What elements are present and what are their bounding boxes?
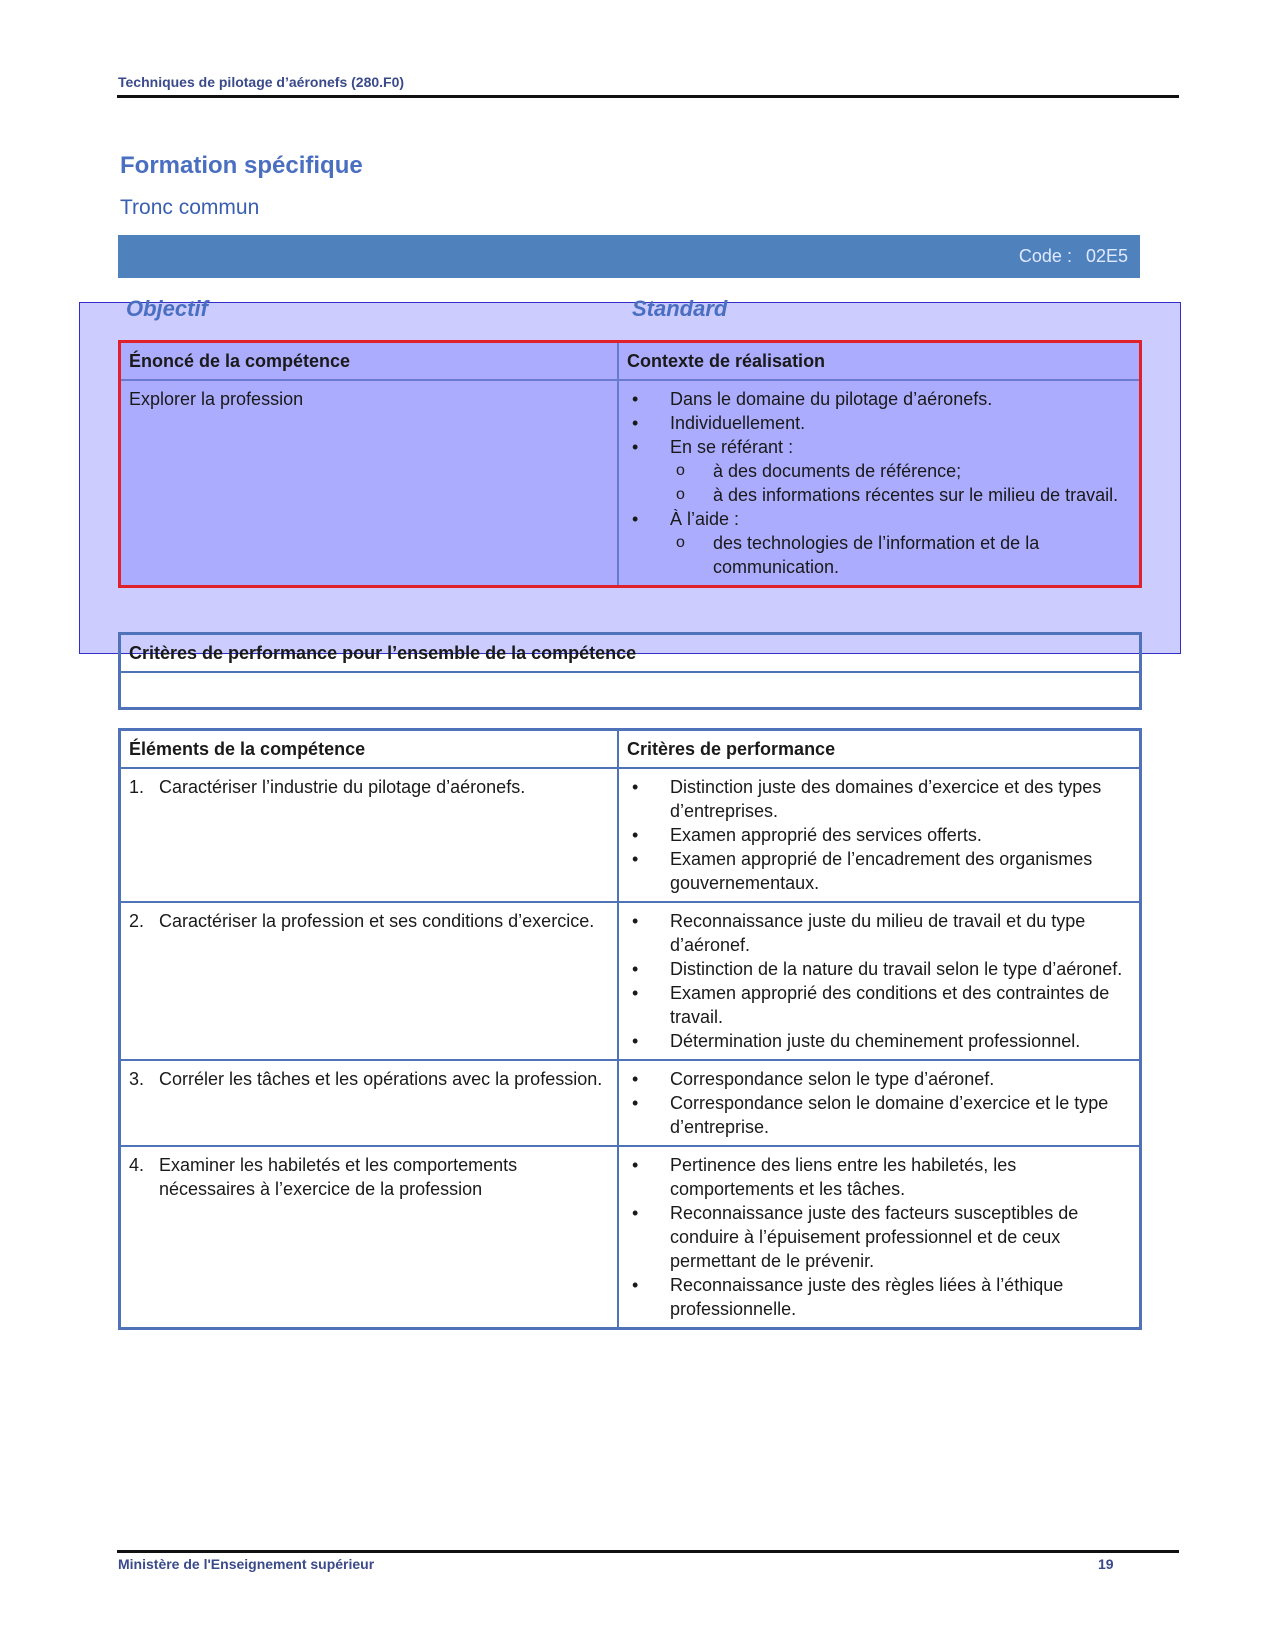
header-rule <box>117 95 1179 98</box>
element-row <box>120 1146 1141 1329</box>
element-row <box>120 768 1141 902</box>
critere-item: • Correspondance selon le type d’aéronef. <box>627 1067 1131 1091</box>
elements-table <box>118 728 1142 1330</box>
criteres-ensemble-header-row <box>120 634 1141 673</box>
code-value: 02E5 <box>1085 246 1128 266</box>
critere-item: • Détermination juste du cheminement professionnel. <box>627 1029 1131 1053</box>
critere-item: • Reconnaissance juste du milieu de travail et du type d’aéronef. <box>627 909 1131 957</box>
heading-standard: Standard <box>632 296 728 321</box>
contexte-item <box>627 435 1131 507</box>
critere-item: • Examen approprié des services offerts. <box>627 823 1131 847</box>
element-number: 4. <box>129 1155 145 1175</box>
footer-ministry: Ministère de l'Enseignement supérieur <box>118 1556 375 1572</box>
element-cell <box>120 1060 619 1146</box>
critere-item: • Reconnaissance juste des règles liées à l’éthique professionnelle. <box>627 1273 1131 1321</box>
contexte-subitem: o à des documents de référence; <box>670 459 1131 483</box>
critere-item: • Pertinence des liens entre les habiletés, les comportements et les tâches. <box>627 1153 1131 1201</box>
enonce-table <box>118 340 1142 588</box>
element-cell <box>120 1146 619 1329</box>
criteres-ensemble-empty-row <box>120 672 1141 709</box>
criteres-cell <box>618 1146 1141 1329</box>
critere-item: • Examen approprié des conditions et des contraintes de travail. <box>627 981 1131 1029</box>
contexte-item-text: À l’aide : <box>670 509 740 529</box>
element-text: Caractériser la profession et ses conditions d’exercice. <box>159 911 595 931</box>
enonce-content-row <box>120 380 1141 587</box>
criteres-cell <box>618 902 1141 1060</box>
contexte-subitem: o des technologies de l’information et de la communication. <box>670 531 1131 579</box>
criteres-ensemble-table <box>118 632 1142 710</box>
criteres-ensemble-header: Critères de performance pour l’ensemble de la compétence <box>120 634 1141 673</box>
element-cell <box>120 768 619 902</box>
critere-item: • Examen approprié de l’encadrement des organismes gouvernementaux. <box>627 847 1131 895</box>
footer-rule <box>117 1550 1179 1553</box>
section-subtitle: Tronc commun <box>120 196 260 219</box>
page-header-program: Techniques de pilotage d’aéronefs (280.F0) <box>118 74 405 90</box>
critere-item: • Distinction juste des domaines d’exercice et des types d’entreprises. <box>627 775 1131 823</box>
elements-left-header: Éléments de la compétence <box>120 730 619 769</box>
criteres-cell <box>618 1060 1141 1146</box>
contexte-item <box>627 507 1131 579</box>
critere-item: • Distinction de la nature du travail selon le type d’aéronef. <box>627 957 1131 981</box>
element-text: Caractériser l’industrie du pilotage d’aéronefs. <box>159 777 526 797</box>
critere-item: • Reconnaissance juste des facteurs susceptibles de conduire à l’épuisement professionnel et de ceux permettant de le prévenir. <box>627 1201 1131 1273</box>
competence-statement: Explorer la profession <box>120 380 619 587</box>
heading-objectif: Objectif <box>126 296 208 321</box>
element-text: Examiner les habiletés et les comportements nécessaires à l’exercice de la profession <box>159 1155 518 1199</box>
criteres-cell <box>618 768 1141 902</box>
contexte-item <box>627 411 1131 435</box>
criteres-list <box>627 909 1131 1053</box>
contexte-subitem: o à des informations récentes sur le milieu de travail. <box>670 483 1131 507</box>
contexte-sublist <box>670 531 1131 579</box>
critere-item: • Correspondance selon le domaine d’exercice et le type d’entreprise. <box>627 1091 1131 1139</box>
element-text: Corréler les tâches et les opérations avec la profession. <box>159 1069 603 1089</box>
enonce-right-header: Contexte de réalisation <box>618 342 1141 381</box>
criteres-list <box>627 1067 1131 1139</box>
code-label: Code : <box>1018 246 1072 266</box>
enonce-header-row <box>120 342 1141 381</box>
element-number: 1. <box>129 777 145 797</box>
contexte-item <box>627 387 1131 411</box>
contexte-item-text: Individuellement. <box>670 413 806 433</box>
elements-right-header: Critères de performance <box>618 730 1141 769</box>
contexte-item-text: En se référant : <box>670 437 794 457</box>
element-row <box>120 1060 1141 1146</box>
elements-header-row <box>120 730 1141 769</box>
footer-page-number: 19 <box>1098 1556 1114 1572</box>
element-number: 2. <box>129 911 145 931</box>
element-row <box>120 902 1141 1060</box>
contexte-list <box>627 387 1131 579</box>
element-cell <box>120 902 619 1060</box>
contexte-cell <box>618 380 1141 587</box>
code-bar <box>118 235 1140 278</box>
section-title: Formation spécifique <box>120 152 363 179</box>
contexte-sublist <box>670 459 1131 507</box>
criteres-list <box>627 1153 1131 1321</box>
criteres-ensemble-empty-cell <box>120 672 1141 709</box>
element-number: 3. <box>129 1069 145 1089</box>
contexte-item-text: Dans le domaine du pilotage d’aéronefs. <box>670 389 993 409</box>
criteres-list <box>627 775 1131 895</box>
enonce-left-header: Énoncé de la compétence <box>120 342 619 381</box>
